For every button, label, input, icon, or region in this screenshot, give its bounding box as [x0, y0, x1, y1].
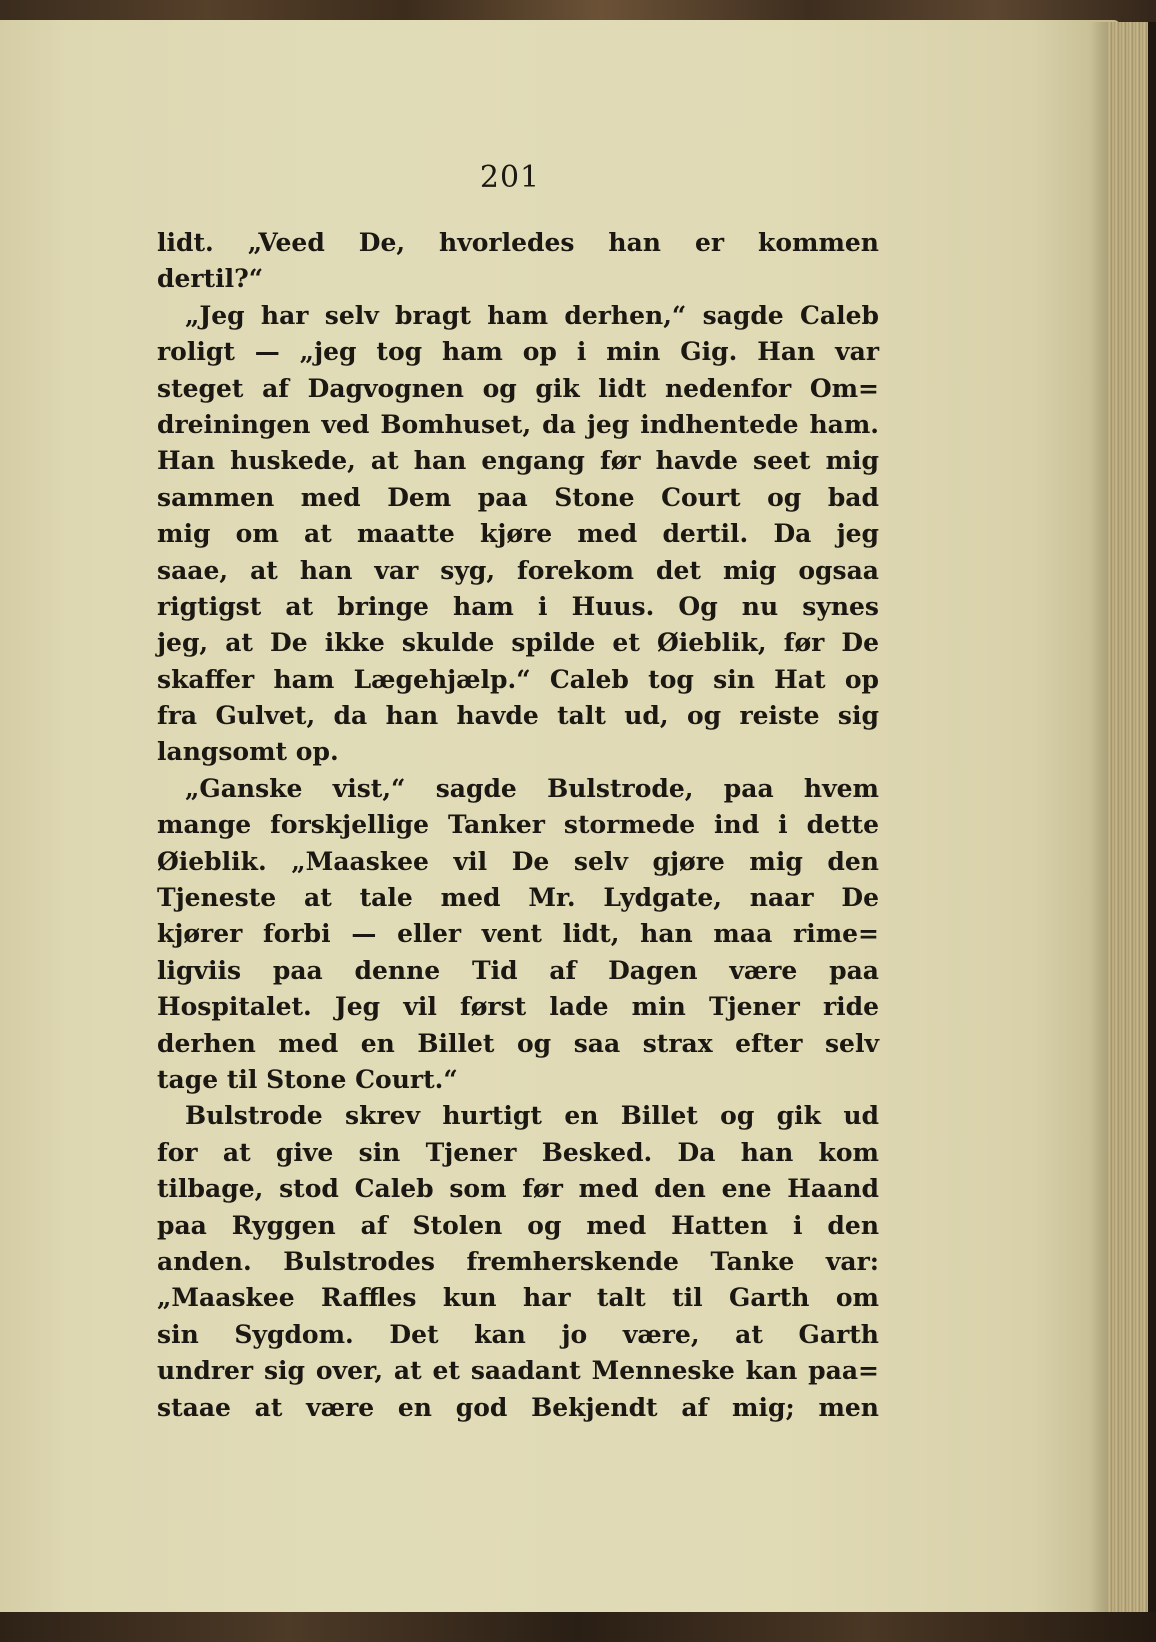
text-line: fra Gulvet, da han havde talt ud, og reiste sig	[157, 701, 879, 731]
text-line: anden. Bulstrodes fremherskende Tanke var:	[157, 1246, 879, 1276]
text-line: „Jeg har selv bragt ham derhen,“ sagde Caleb	[185, 300, 879, 330]
text-line: dreiningen ved Bomhuset, da jeg indhentede ham.	[157, 409, 879, 439]
text-line: sin Sygdom. Det kan jo være, at Garth	[157, 1319, 879, 1349]
text-line: mig om at maatte kjøre med dertil. Da jeg	[157, 519, 879, 549]
text-line: „Maaskee Raffles kun har talt til Garth om	[157, 1283, 879, 1313]
body-text	[157, 225, 879, 1426]
text-line: steget af Dagvognen og gik lidt nedenfor Om=	[157, 373, 879, 403]
text-line: staae at være en god Bekjendt af mig; men	[157, 1392, 879, 1422]
text-line: Tjeneste at tale med Mr. Lydgate, naar De	[157, 883, 879, 913]
book-binding-bottom	[0, 1612, 1156, 1642]
text-line: rigtigst at bringe ham i Huus. Og nu synes	[157, 591, 879, 621]
text-line: Hospitalet. Jeg vil først lade min Tjener ride	[157, 992, 879, 1022]
text-line: tage til Stone Court.“	[157, 1064, 458, 1094]
text-line: derhen med en Billet og saa strax efter selv	[157, 1028, 879, 1058]
text-line: kjører forbi — eller vent lidt, han maa rime=	[157, 919, 879, 949]
text-line: langsomt op.	[157, 737, 339, 767]
text-line: „Ganske vist,“ sagde Bulstrode, paa hvem	[185, 773, 879, 803]
page-number: 201	[479, 160, 541, 195]
text-line: saae, at han var syg, forekom det mig ogsaa	[157, 555, 879, 585]
text-line: lidt. „Veed De, hvorledes han er kommen	[157, 228, 879, 257]
text-line: undrer sig over, at et saadant Menneske kan paa=	[157, 1356, 879, 1386]
text-line: roligt — „jeg tog ham op i min Gig. Han var	[157, 337, 879, 367]
text-line: paa Ryggen af Stolen og med Hatten i den	[157, 1210, 879, 1240]
text-line: mange forskjellige Tanker stormede ind i dette	[157, 810, 879, 840]
text-line: sammen med Dem paa Stone Court og bad	[157, 482, 879, 512]
text-line: Øieblik. „Maaskee vil De selv gjøre mig den	[157, 846, 879, 876]
text-line: ligviis paa denne Tid af Dagen være paa	[157, 955, 879, 985]
book-binding-top	[0, 0, 1156, 22]
page-edges	[1108, 22, 1148, 1612]
text-line: skaffer ham Lægehjælp.“ Caleb tog sin Hat op	[157, 664, 879, 694]
text-line: tilbage, stod Caleb som før med den ene Haand	[157, 1174, 879, 1204]
text-line: dertil?“	[157, 264, 264, 294]
text-line: Bulstrode skrev hurtigt en Billet og gik ud	[185, 1101, 879, 1131]
text-line: Han huskede, at han engang før havde seet mig	[157, 446, 879, 476]
text-line: for at give sin Tjener Besked. Da han kom	[157, 1137, 879, 1167]
text-line: jeg, at De ikke skulde spilde et Øieblik, før De	[157, 628, 879, 658]
